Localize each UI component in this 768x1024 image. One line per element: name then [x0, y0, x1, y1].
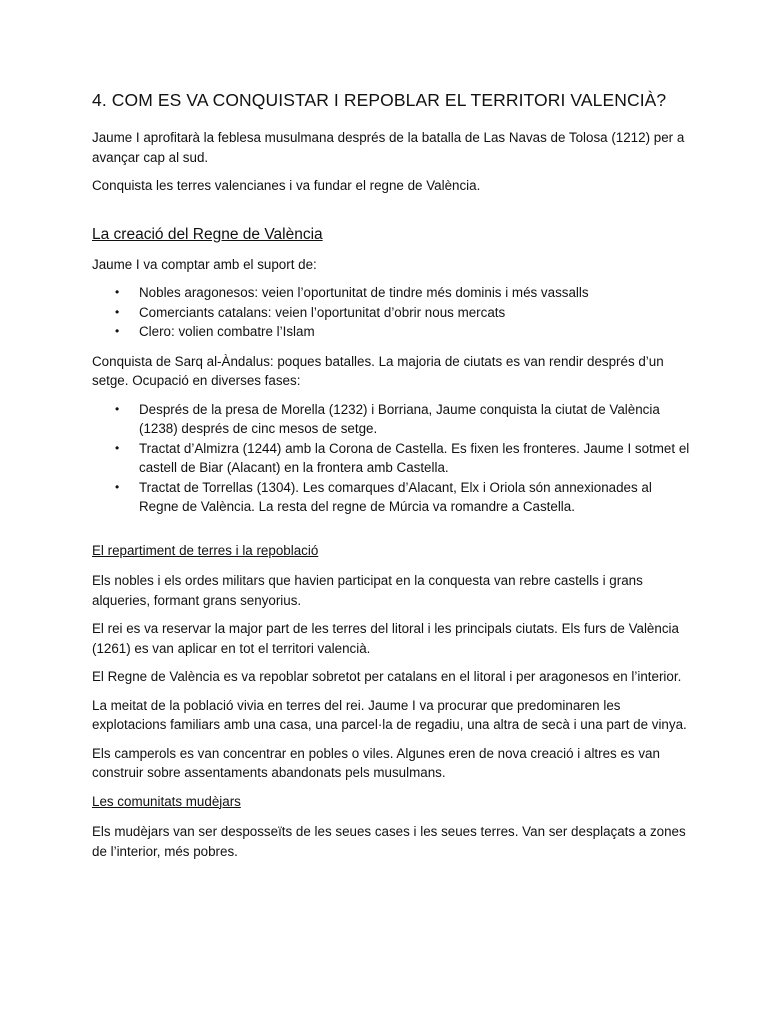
body-paragraph: Els nobles i els ordes militars que havien participat en la conquesta van rebre castells i grans alqueries, formant grans senyorius. — [92, 573, 643, 608]
body-paragraph: El Regne de València es va repoblar sobretot per catalans en el litoral i per aragonesos en l’interior. — [92, 669, 682, 684]
page-title: 4. COM ES VA CONQUISTAR I REPOBLAR EL TERRITORI VALENCIÀ? — [92, 90, 667, 110]
subsection-heading: El repartiment de terres i la repoblació — [92, 542, 319, 558]
bullet-icon: • — [115, 479, 120, 494]
document-page — [92, 88, 692, 870]
body-paragraph: Jaume I va comptar amb el suport de: — [92, 256, 317, 272]
list-item-text: Tractat d’Almizra (1244) amb la Corona de Castella. Es fixen les fronteres. Jaume I sotmet el castell de Biar (Alacant) en la frontera amb Castella. — [139, 440, 690, 475]
list-item — [92, 322, 692, 342]
body-paragraph: El rei es va reservar la major part de les terres del litoral i les principals ciutats. Els furs de València (1261) es van aplicar en tot el territori valencià. — [92, 621, 679, 656]
list-item — [92, 478, 692, 517]
list-item-text: Clero: volien combatre l’Islam — [139, 324, 315, 339]
list-item — [92, 303, 692, 323]
bullet-icon: • — [115, 401, 120, 416]
list-item — [92, 283, 692, 303]
list-item-text: Després de la presa de Morella (1232) i Borriana, Jaume conquista la ciutat de València (1238) després de cinc mesos de setge. — [139, 401, 660, 436]
list-item-text: Comerciants catalans: veien l’oportunitat d’obrir nous mercats — [139, 304, 506, 320]
bullet-icon: • — [115, 440, 120, 455]
bullet-icon: • — [115, 285, 120, 299]
subsection-heading: Les comunitats mudèjars — [92, 793, 241, 809]
bullet-list — [92, 400, 692, 517]
list-item — [92, 439, 692, 478]
section-heading: La creació del Regne de València — [92, 225, 323, 243]
list-item — [92, 400, 692, 439]
body-paragraph: Conquista de Sarq al-Àndalus: poques batalles. La majoria de ciutats es van rendir després d’un setge. Ocupació en diverses fases: — [92, 353, 664, 388]
bullet-list — [92, 283, 692, 342]
list-item-text: Tractat de Torrellas (1304). Les comarques d’Alacant, Elx i Oriola són annexionades al Regne de València. La resta del regne de Múrcia va romandre a Castella. — [139, 479, 652, 514]
bullet-icon: • — [115, 304, 120, 319]
intro-paragraph: Jaume I aprofitarà la feblesa musulmana després de la batalla de Las Navas de Tolosa (1212) per a avançar cap al sud. — [92, 130, 685, 165]
body-paragraph: Els mudèjars van ser desposseïts de les seues cases i les seues terres. Van ser desplaçats a zones de l’interior, més pobres. — [92, 824, 686, 859]
bullet-icon: • — [115, 324, 120, 338]
intro-paragraph: Conquista les terres valencianes i va fundar el regne de València. — [92, 178, 481, 193]
list-item-text: Nobles aragonesos: veien l’oportunitat de tindre més dominis i més vassalls — [139, 285, 589, 300]
body-paragraph: Els camperols es van concentrar en pobles o viles. Algunes eren de nova creació i altres es van construir sobre assentaments abandonats pels musulmans. — [92, 745, 660, 780]
body-paragraph: La meitat de la població vivia en terres del rei. Jaume I va procurar que predominaren les explotacions familiars amb una casa, una parcel·la de regadiu, una altra de secà i una part de vinya. — [92, 697, 687, 732]
